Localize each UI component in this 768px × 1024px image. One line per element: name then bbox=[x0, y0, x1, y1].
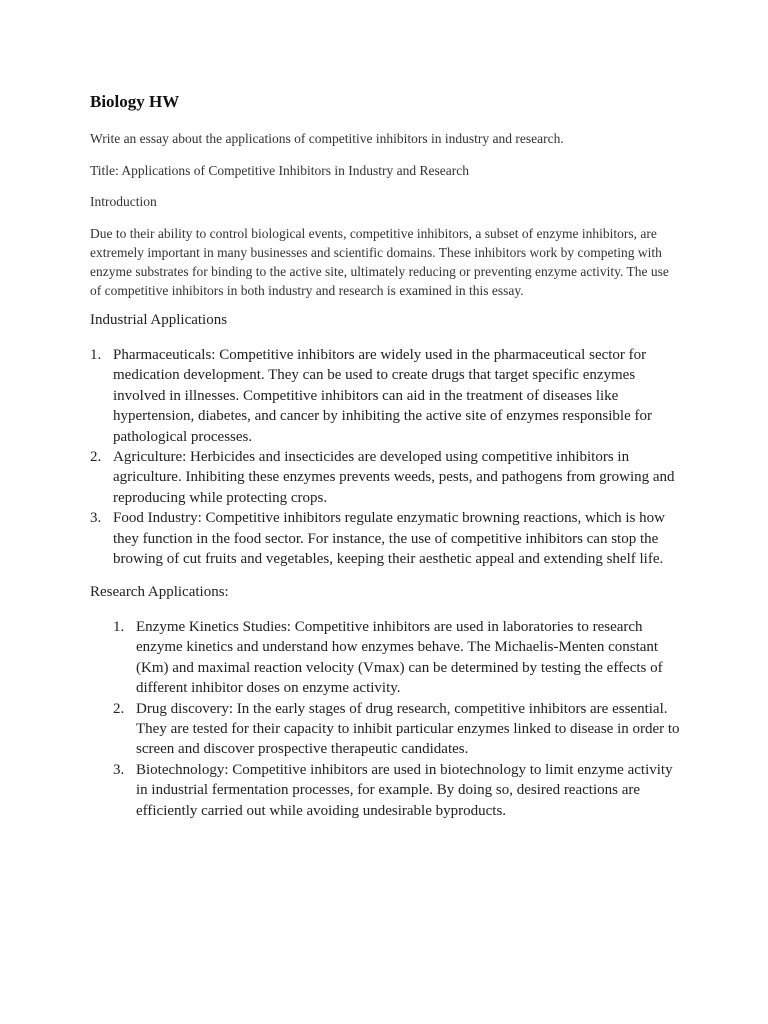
list-item-text: Food Industry: Competitive inhibitors regulate enzymatic browning reactions, which is how they function in the food sector. For instance, the use of competitive inhibitors can stop the browing of cut fruits and vegetables, keeping their aesthetic appeal and extending shelf life. bbox=[113, 510, 665, 568]
introduction-heading: Introduction bbox=[90, 194, 157, 209]
list-item bbox=[113, 699, 686, 760]
assignment-prompt: Write an essay about the applications of competitive inhibitors in industry and research. bbox=[90, 131, 564, 146]
list-item-number: 1. bbox=[113, 619, 125, 635]
list-item-number: 3. bbox=[90, 510, 102, 527]
list-item-text: Biotechnology: Competitive inhibitors are used in biotechnology to limit enzyme activity in industrial fermentation processes, for example. By doing so, desired reactions are efficiently carried out while avoiding undesirable byproducts. bbox=[136, 761, 673, 819]
list-item-number: 1. bbox=[90, 347, 102, 363]
introduction-paragraph: Due to their ability to control biological events, competitive inhibitors, a subset of enzyme inhibitors, are extremely important in many businesses and scientific domains. These inhibitors work by competing with enzyme substrates for binding to the active site, ultimately reducing or preventing enzyme activity. The use of competitive inhibitors in both industry and research is examined in this essay. bbox=[90, 226, 669, 298]
list-item bbox=[113, 617, 686, 699]
research-applications-heading: Research Applications: bbox=[90, 584, 229, 600]
list-item bbox=[113, 760, 686, 821]
industrial-applications-list bbox=[90, 345, 683, 569]
industrial-applications-heading: Industrial Applications bbox=[90, 312, 228, 328]
list-item bbox=[90, 345, 683, 447]
document-title: Biology HW bbox=[90, 92, 180, 111]
list-item bbox=[90, 508, 683, 569]
list-item-text: Drug discovery: In the early stages of drug research, competitive inhibitors are essential. They are tested for their capacity to inhibit particular enzymes linked to disease in order to screen and discover prospective therapeutic candidates. bbox=[136, 700, 680, 758]
list-item-number: 2. bbox=[90, 449, 102, 466]
list-item-number: 3. bbox=[113, 761, 125, 778]
list-item bbox=[90, 447, 683, 508]
essay-title: Title: Applications of Competitive Inhibitors in Industry and Research bbox=[90, 163, 469, 178]
list-item-number: 2. bbox=[113, 700, 125, 717]
list-item-text: Pharmaceuticals: Competitive inhibitors are widely used in the pharmaceutical sector for medication development. They can be used to create drugs that target specific enzymes involved in illnesses. Competitive inhibitors can aid in the treatment of diseases like hypertension, diabetes, and cancer by inhibiting the active site of enzymes responsible for pathological processes. bbox=[113, 347, 652, 445]
list-item-text: Enzyme Kinetics Studies: Competitive inhibitors are used in laboratories to research enzyme kinetics and understand how enzymes behave. The Michaelis-Menten constant (Km) and maximal reaction velocity (Vmax) can be determined by testing the effects of different inhibitor doses on enzyme activity. bbox=[136, 619, 663, 697]
research-applications-list bbox=[113, 617, 686, 821]
list-item-text: Agriculture: Herbicides and insecticides are developed using competitive inhibitors in agriculture. Inhibiting these enzymes prevents weeds, pests, and pathogens from growing and reproducing while protecting crops. bbox=[113, 449, 675, 506]
